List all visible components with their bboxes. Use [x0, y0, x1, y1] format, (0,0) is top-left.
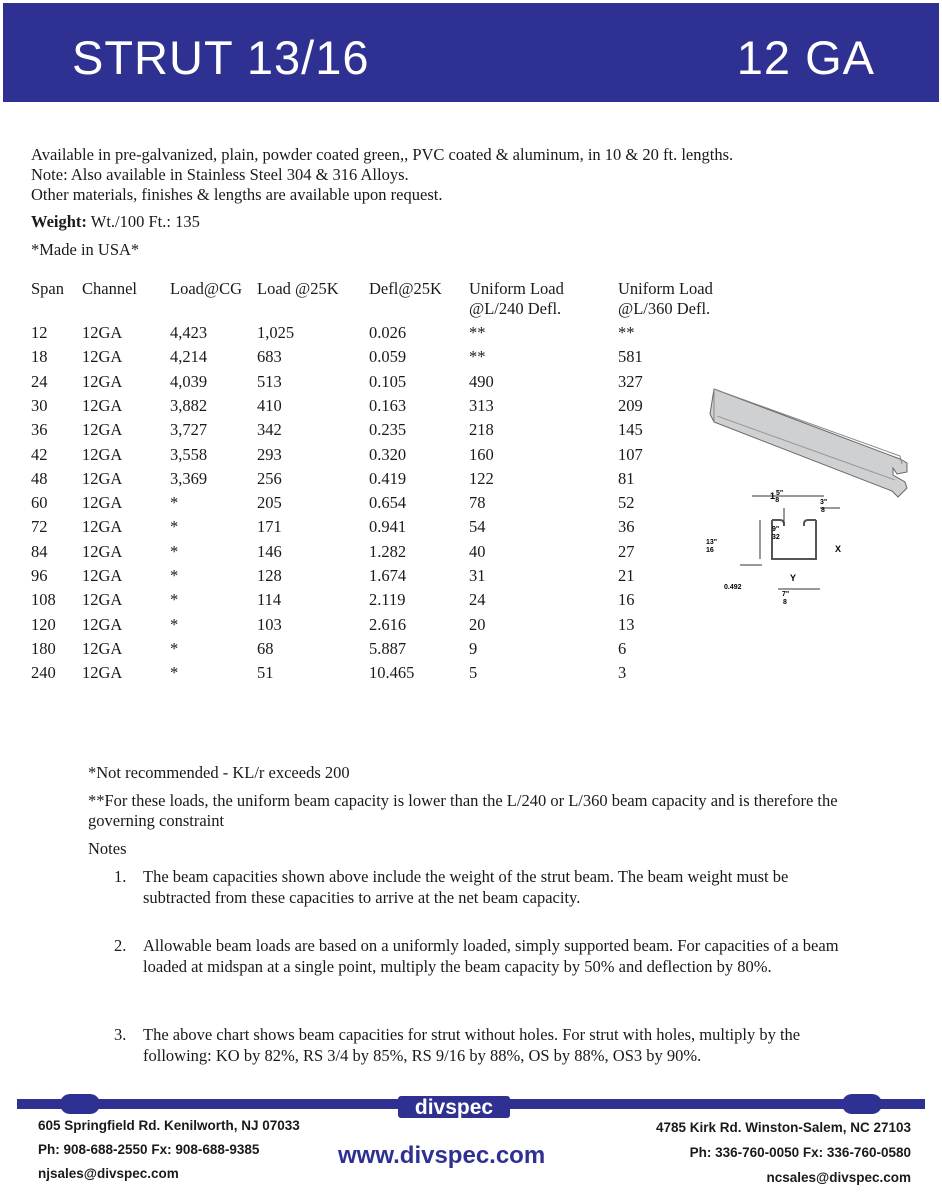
footer-bar-cap-left — [60, 1094, 100, 1114]
header-uniform-240: Uniform Load @L/240 Defl. — [469, 279, 564, 318]
table-cell: 4,423 — [170, 323, 208, 342]
table-cell: 581 — [618, 347, 643, 367]
intro-line: Note: Also available in Stainless Steel 304 & 316 Alloys. — [31, 165, 409, 184]
table-cell: 84 — [31, 541, 48, 561]
table-cell: 1.674 — [369, 566, 407, 585]
note-text: Allowable beam loads are based on a uniformly loaded, simply supported beam. For capacities of a beam loaded at midspan at a single point, multiply the beam capacity by 50% and deflection by 80%. — [143, 936, 839, 976]
note-number: 2. — [114, 936, 127, 955]
table-cell: 20 — [469, 614, 486, 634]
table-cell: 21 — [618, 566, 635, 585]
table-cell: 1,025 — [257, 323, 295, 342]
width-dim: $1^{5"}$ 8 — [770, 490, 784, 504]
table-cell: 108 — [31, 590, 56, 610]
table-cell: 12GA — [82, 444, 123, 464]
website-link[interactable]: www.divspec.com — [338, 1142, 546, 1169]
table-cell: * — [170, 663, 179, 683]
table-cell: 18 — [31, 347, 48, 367]
x-axis-label: X — [835, 544, 842, 554]
table-cell: 24 — [31, 371, 48, 391]
table-cell: 52 — [618, 493, 635, 513]
note-number: 3. — [114, 1025, 127, 1044]
table-cell: 12GA — [82, 638, 123, 658]
table-cell: 12GA — [82, 323, 123, 342]
intro-text — [31, 145, 733, 205]
table-cell: ** — [469, 347, 486, 367]
table-cell: 128 — [257, 566, 282, 585]
table-cell: 72 — [31, 517, 48, 537]
table-cell: 42 — [31, 444, 48, 464]
table-cell: 146 — [257, 541, 282, 561]
table-cell: 0.235 — [369, 420, 407, 440]
gauge-label: 12 GA — [736, 31, 875, 84]
table-cell: 490 — [469, 371, 494, 391]
table-cell: 0.941 — [369, 517, 407, 537]
weight-line — [31, 212, 200, 232]
footer-bar-cap-right — [842, 1094, 882, 1114]
nc-email[interactable]: ncsales@divspec.com — [766, 1170, 911, 1185]
base-dim: 7" 8 — [782, 591, 790, 606]
table-cell: 4,214 — [170, 347, 208, 367]
table-cell: 0.105 — [369, 371, 407, 391]
table-cell: * — [170, 493, 179, 513]
table-cell: 313 — [469, 395, 494, 415]
footnote-single-star: *Not recommended - KL/r exceeds 200 — [88, 763, 350, 782]
note-number: 1. — [114, 867, 127, 886]
table-cell: 0.026 — [369, 323, 407, 342]
table-cell: 12 — [31, 323, 48, 342]
table-cell: 114 — [257, 590, 282, 610]
table-cell: 96 — [31, 566, 48, 585]
divspec-logo — [398, 1092, 510, 1120]
page-title: STRUT 13/16 — [72, 31, 370, 84]
table-cell: 12GA — [82, 590, 123, 610]
table-cell: 60 — [31, 493, 48, 513]
intro-line: Available in pre-galvanized, plain, powder coated green,, PVC coated & aluminum, in 10 & 20 ft. lengths. — [31, 145, 734, 164]
table-cell: 36 — [31, 420, 48, 440]
table-cell: 78 — [469, 493, 486, 513]
table-cell: 3,882 — [170, 395, 208, 415]
strut-diagram — [690, 384, 920, 609]
table-cell: 5.887 — [369, 638, 407, 658]
note-text: The above chart shows beam capacities for strut without holes. For strut with holes, multiply by the following: KO by 82%, RS 3/4 by 85%, RS 9/16 by 88%, OS by 88%, OS3 by 90%. — [143, 1025, 801, 1065]
table-cell: 1.282 — [369, 541, 407, 561]
table-cell: 12GA — [82, 493, 123, 513]
table-cell: 10.465 — [369, 663, 415, 683]
table-cell: 513 — [257, 371, 282, 391]
table-cell: 410 — [257, 395, 282, 415]
table-cell: 293 — [257, 444, 282, 464]
table-cell: 0.163 — [369, 395, 407, 415]
header-channel: Channel — [82, 279, 137, 298]
table-cell: 145 — [618, 420, 643, 440]
table-cell: 0.059 — [369, 347, 407, 367]
nj-phone: Ph: 908-688-2550 Fx: 908-688-9385 — [38, 1142, 260, 1157]
table-cell: 13 — [618, 614, 635, 634]
table-cell: 36 — [618, 517, 635, 537]
weight-label: Weight: — [31, 212, 87, 231]
table-cell: 54 — [469, 517, 486, 537]
table-cell: 12GA — [82, 541, 123, 561]
table-cell: 209 — [618, 395, 643, 415]
table-cell: 12GA — [82, 614, 123, 634]
made-in-usa: *Made in USA* — [31, 240, 140, 259]
table-cell: 40 — [469, 541, 486, 561]
table-cell: 160 — [469, 444, 494, 464]
table-cell: * — [170, 517, 179, 537]
table-cell: 4,039 — [170, 371, 208, 391]
header-uniform-360: Uniform Load @L/360 Defl. — [618, 279, 713, 318]
table-cell: 0.419 — [369, 468, 407, 488]
table-cell: 205 — [257, 493, 282, 513]
slot-dim: 3" 8 — [820, 499, 828, 514]
table-cell: ** — [618, 323, 635, 342]
table-cell: 3,558 — [170, 444, 208, 464]
table-cell: 3 — [618, 663, 627, 683]
table-cell: 48 — [31, 468, 48, 488]
table-cell: 6 — [618, 638, 627, 658]
table-cell: 240 — [31, 663, 56, 683]
table-cell: 0.654 — [369, 493, 407, 513]
header-span: Span — [31, 279, 64, 298]
table-cell: 218 — [469, 420, 494, 440]
table-cell: 107 — [618, 444, 643, 464]
table-cell: 3,727 — [170, 420, 208, 440]
table-cell: 0.320 — [369, 444, 407, 464]
footnote-double-star: **For these loads, the uniform beam capacity is lower than the L/240 or L/360 beam capacity and is therefore the governing constraint — [88, 791, 838, 830]
table-cell: 16 — [618, 590, 635, 610]
table-cell: * — [170, 541, 179, 561]
y-axis-label: Y — [790, 573, 797, 583]
table-cell: 327 — [618, 371, 643, 391]
table-cell: 81 — [618, 468, 635, 488]
table-cell: 180 — [31, 638, 56, 658]
table-cell: 12GA — [82, 371, 123, 391]
table-cell: * — [170, 614, 179, 634]
table-cell: 12GA — [82, 420, 123, 440]
table-cell: 5 — [469, 663, 478, 683]
header-load-cg: Load@CG — [170, 279, 243, 298]
height-dim: 13" 16 — [706, 539, 718, 554]
table-cell: * — [170, 566, 179, 585]
table-cell: 120 — [31, 614, 56, 634]
table-cell: 342 — [257, 420, 282, 440]
table-cell: * — [170, 638, 179, 658]
table-cell: 12GA — [82, 468, 123, 488]
table-cell: 683 — [257, 347, 282, 367]
table-cell: 2.119 — [369, 590, 406, 610]
table-cell: 12GA — [82, 566, 123, 585]
note-text: The beam capacities shown above include the weight of the strut beam. The beam weight must be subtracted from these capacities to arrive at the net beam capacity. — [143, 867, 789, 907]
table-cell: 12GA — [82, 395, 123, 415]
nj-email[interactable]: njsales@divspec.com — [38, 1166, 179, 1181]
intro-line: Other materials, finishes & lengths are available upon request. — [31, 185, 443, 204]
weight-value: Wt./100 Ft.: 135 — [86, 212, 200, 231]
strut-3d-icon — [710, 389, 907, 497]
table-cell: 12GA — [82, 517, 123, 537]
table-cell: 51 — [257, 663, 274, 683]
table-cell: 12GA — [82, 347, 123, 367]
nc-address: 4785 Kirk Rd. Winston-Salem, NC 27103 — [656, 1120, 911, 1135]
svg-text:divspec: divspec — [414, 1096, 494, 1119]
table-cell: 12GA — [82, 663, 123, 683]
nc-phone: Ph: 336-760-0050 Fx: 336-760-0580 — [689, 1145, 911, 1160]
table-cell: 30 — [31, 395, 48, 415]
notes-label: Notes — [88, 839, 127, 858]
table-cell: * — [170, 590, 179, 610]
table-cell: 171 — [257, 517, 282, 537]
table-cell: 24 — [469, 590, 486, 610]
table-cell: 103 — [257, 614, 282, 634]
table-cell: 122 — [469, 468, 494, 488]
table-cell: 2.616 — [369, 614, 407, 634]
table-cell: 31 — [469, 566, 486, 585]
table-cell: 3,369 — [170, 468, 208, 488]
table-cell: 9 — [469, 638, 478, 658]
header-load-25k: Load @25K — [257, 279, 339, 298]
table-cell: 68 — [257, 638, 274, 658]
lip-dim: 9" 32 — [772, 526, 780, 541]
header-defl-25k: Defl@25K — [369, 279, 442, 298]
table-cell: 27 — [618, 541, 635, 561]
table-cell: 256 — [257, 468, 282, 488]
nj-address: 605 Springfield Rd. Kenilworth, NJ 07033 — [38, 1118, 300, 1133]
thickness-dim: 0.492 — [724, 584, 742, 591]
table-cell: ** — [469, 323, 486, 342]
